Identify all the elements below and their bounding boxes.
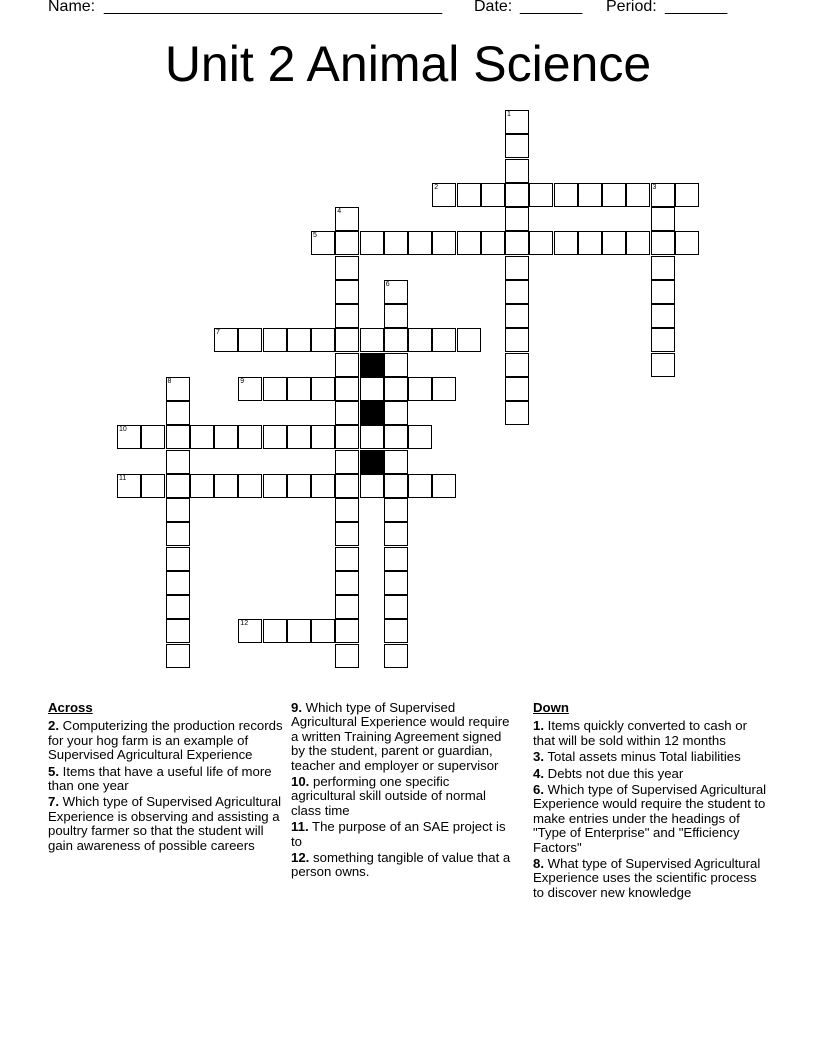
- grid-cell[interactable]: [505, 207, 529, 231]
- grid-cell[interactable]: [432, 328, 456, 352]
- clue-number: 12: [240, 620, 249, 628]
- grid-cell[interactable]: [505, 231, 529, 255]
- grid-cell[interactable]: [408, 231, 432, 255]
- grid-cell[interactable]: [263, 474, 287, 498]
- grid-cell[interactable]: [408, 474, 432, 498]
- grid-cell[interactable]: [166, 522, 190, 546]
- grid-cell[interactable]: [263, 619, 287, 643]
- grid-cell[interactable]: [505, 159, 529, 183]
- grid-cell[interactable]: [335, 401, 359, 425]
- clue-number: 10: [119, 426, 127, 434]
- blocked-cell: [360, 450, 384, 474]
- grid-cell[interactable]: [529, 183, 553, 207]
- grid-cell[interactable]: [457, 231, 481, 255]
- clue-down-3: 3. Total assets minus Total liabilities: [533, 749, 741, 765]
- grid-cell[interactable]: [360, 231, 384, 255]
- period-field[interactable]: _______: [665, 0, 728, 15]
- grid-cell[interactable]: [651, 207, 675, 231]
- page-title: Unit 2 Animal Science: [164, 36, 652, 92]
- grid-cell[interactable]: [578, 231, 602, 255]
- grid-cell[interactable]: [505, 377, 529, 401]
- grid-cell[interactable]: [554, 231, 578, 255]
- grid-cell[interactable]: [287, 425, 311, 449]
- blocked-cell: [360, 353, 384, 377]
- grid-cell[interactable]: [432, 377, 456, 401]
- grid-cell[interactable]: [311, 377, 335, 401]
- grid-cell[interactable]: [675, 231, 699, 255]
- grid-cell[interactable]: [335, 619, 359, 643]
- grid-cell[interactable]: [238, 328, 262, 352]
- down-heading: Down: [533, 700, 569, 715]
- grid-cell[interactable]: [311, 619, 335, 643]
- grid-cell[interactable]: [505, 328, 529, 352]
- grid-cell[interactable]: [651, 231, 675, 255]
- grid-cell[interactable]: [481, 231, 505, 255]
- grid-cell[interactable]: [166, 571, 190, 595]
- grid-cell[interactable]: [166, 547, 190, 571]
- grid-cell[interactable]: [335, 547, 359, 571]
- grid-cell[interactable]: [408, 377, 432, 401]
- grid-cell[interactable]: [457, 183, 481, 207]
- grid-cell[interactable]: [214, 425, 238, 449]
- grid-cell[interactable]: [360, 474, 384, 498]
- grid-cell[interactable]: [384, 280, 408, 304]
- grid-cell[interactable]: [214, 474, 238, 498]
- grid-cell[interactable]: [505, 280, 529, 304]
- clue-across-7: 7. Which type of Supervised Agricultural Experience is observing and assisting a poultry farmer so that the student will gain awareness of possible careers: [48, 794, 282, 853]
- clue-number: 4: [337, 208, 342, 215]
- grid-cell[interactable]: [384, 474, 408, 498]
- grid-cell[interactable]: [384, 328, 408, 352]
- grid-cell[interactable]: [481, 183, 505, 207]
- grid-cell[interactable]: [166, 377, 190, 401]
- grid-cell[interactable]: [384, 571, 408, 595]
- grid-cell[interactable]: [360, 425, 384, 449]
- grid-cell[interactable]: [190, 425, 214, 449]
- grid-cell[interactable]: [166, 450, 190, 474]
- clue-number: 8: [167, 377, 172, 385]
- grid-cell[interactable]: [335, 571, 359, 595]
- grid-cell[interactable]: [263, 377, 287, 401]
- grid-cell[interactable]: [651, 304, 675, 328]
- grid-cell[interactable]: [384, 401, 408, 425]
- grid-cell[interactable]: [166, 401, 190, 425]
- across-clues-column-1: [48, 701, 283, 855]
- grid-cell[interactable]: [602, 183, 626, 207]
- grid-cell[interactable]: [554, 183, 578, 207]
- grid-cell[interactable]: [384, 522, 408, 546]
- grid-cell[interactable]: [335, 377, 359, 401]
- grid-cell[interactable]: [287, 328, 311, 352]
- grid-cell[interactable]: [263, 425, 287, 449]
- grid-cell[interactable]: [384, 619, 408, 643]
- grid-cell[interactable]: [335, 498, 359, 522]
- across-heading: Across: [48, 700, 93, 715]
- grid-cell[interactable]: [335, 304, 359, 328]
- grid-cell[interactable]: [166, 644, 190, 668]
- clue-number: 2: [434, 183, 439, 191]
- grid-cell[interactable]: [263, 328, 287, 352]
- clue-number: 11: [119, 474, 127, 482]
- grid-cell[interactable]: [675, 183, 699, 207]
- clue-number: 9: [240, 377, 245, 385]
- clue-down-4: 4. Debts not due this year: [533, 765, 684, 781]
- grid-cell[interactable]: [505, 110, 529, 134]
- clue-across-9: 9. Which type of Supervised Agricultural Experience would require a written Training Agreement signed by the student, parent or guardian, teacher and employer or supervisor: [291, 700, 510, 773]
- grid-cell[interactable]: [214, 328, 238, 352]
- blocked-cell: [360, 401, 384, 425]
- grid-cell[interactable]: [238, 425, 262, 449]
- period-label: Period:: [606, 0, 657, 15]
- grid-cell[interactable]: [287, 377, 311, 401]
- grid-cell[interactable]: [384, 450, 408, 474]
- clue-down-8: 8. What type of Supervised Agricultural Experience uses the scientific process to discover new knowledge: [533, 856, 761, 900]
- grid-cell[interactable]: [384, 644, 408, 668]
- grid-cell[interactable]: [238, 377, 262, 401]
- grid-cell[interactable]: [311, 425, 335, 449]
- grid-cell[interactable]: [117, 474, 141, 498]
- grid-cell[interactable]: [432, 474, 456, 498]
- clue-number: 7: [216, 329, 220, 337]
- grid-cell[interactable]: [335, 328, 359, 352]
- grid-cell[interactable]: [457, 328, 481, 352]
- grid-cell[interactable]: [626, 183, 650, 207]
- grid-cell[interactable]: [335, 353, 359, 377]
- grid-cell[interactable]: [384, 304, 408, 328]
- grid-cell[interactable]: [311, 474, 335, 498]
- clue-across-5: 5. Items that have a useful life of more than one year: [48, 763, 272, 794]
- grid-cell[interactable]: [190, 474, 214, 498]
- grid-cell[interactable]: [360, 328, 384, 352]
- grid-cell[interactable]: [287, 474, 311, 498]
- clue-across-10: 10. performing one specific agricultural skill outside of normal class time: [291, 774, 486, 818]
- grid-cell[interactable]: [602, 231, 626, 255]
- grid-cell[interactable]: [651, 183, 675, 207]
- grid-cell[interactable]: [335, 522, 359, 546]
- grid-cell[interactable]: [408, 328, 432, 352]
- grid-cell[interactable]: [166, 474, 190, 498]
- clue-across-11: 11. The purpose of an SAE project is to: [291, 819, 506, 849]
- grid-cell[interactable]: [384, 498, 408, 522]
- clue-number: 6: [385, 280, 390, 288]
- grid-cell[interactable]: [505, 304, 529, 328]
- grid-cell[interactable]: [335, 231, 359, 255]
- grid-cell[interactable]: [384, 377, 408, 401]
- grid-cell[interactable]: [505, 183, 529, 207]
- grid-cell[interactable]: [238, 619, 262, 643]
- name-field[interactable]: ______________________________________: [104, 0, 443, 15]
- grid-cell[interactable]: [141, 474, 165, 498]
- grid-cell[interactable]: [529, 231, 553, 255]
- grid-cell[interactable]: [384, 425, 408, 449]
- grid-cell[interactable]: [335, 256, 359, 280]
- grid-cell[interactable]: [408, 425, 432, 449]
- grid-cell[interactable]: [384, 547, 408, 571]
- grid-cell[interactable]: [505, 401, 529, 425]
- grid-cell[interactable]: [335, 450, 359, 474]
- grid-cell[interactable]: [335, 644, 359, 668]
- across-clues-column-2: [291, 701, 516, 882]
- clue-number: 3: [652, 183, 657, 191]
- date-label: Date:: [474, 0, 513, 15]
- grid-cell[interactable]: [166, 498, 190, 522]
- grid-cell[interactable]: [311, 231, 335, 255]
- grid-cell[interactable]: [505, 353, 529, 377]
- grid-cell[interactable]: [238, 474, 262, 498]
- grid-cell[interactable]: [651, 256, 675, 280]
- grid-cell[interactable]: [141, 425, 165, 449]
- grid-cell[interactable]: [626, 231, 650, 255]
- grid-cell[interactable]: [287, 619, 311, 643]
- grid-cell[interactable]: [360, 377, 384, 401]
- grid-cell[interactable]: [651, 280, 675, 304]
- grid-cell[interactable]: [651, 328, 675, 352]
- grid-cell[interactable]: [578, 183, 602, 207]
- down-clues-column: [533, 701, 768, 902]
- clue-down-6: 6. Which type of Supervised Agricultural Experience would require the student to make entries under the headings of "Type of Enterprise" and "Efficiency Factors": [533, 782, 767, 855]
- grid-cell[interactable]: [384, 595, 408, 619]
- grid-cell[interactable]: [117, 425, 141, 449]
- name-label: Name:: [48, 0, 96, 15]
- grid-cell[interactable]: [432, 183, 456, 207]
- grid-cell[interactable]: [505, 134, 529, 158]
- clue-across-12: 12. something tangible of value that a person owns.: [291, 850, 511, 880]
- clue-down-1: 1. Items quickly converted to cash or that will be sold within 12 months: [533, 718, 748, 748]
- clue-number: 1: [507, 111, 511, 118]
- grid-cell[interactable]: [505, 256, 529, 280]
- clue-across-2: 2. Computerizing the production records for your hog farm is an example of Supervised Agricultural Experience: [48, 718, 283, 763]
- grid-cell[interactable]: [335, 207, 359, 231]
- grid-cell[interactable]: [311, 328, 335, 352]
- grid-cell[interactable]: [335, 425, 359, 449]
- date-field[interactable]: _______: [520, 0, 583, 15]
- grid-cell[interactable]: [335, 280, 359, 304]
- grid-cell[interactable]: [384, 353, 408, 377]
- grid-cell[interactable]: [335, 474, 359, 498]
- grid-cell[interactable]: [166, 595, 190, 619]
- clue-number: 5: [313, 232, 317, 240]
- grid-cell[interactable]: [432, 231, 456, 255]
- grid-cell[interactable]: [166, 619, 190, 643]
- grid-cell[interactable]: [651, 353, 675, 377]
- grid-cell[interactable]: [384, 231, 408, 255]
- grid-cell[interactable]: [335, 595, 359, 619]
- grid-cell[interactable]: [166, 425, 190, 449]
